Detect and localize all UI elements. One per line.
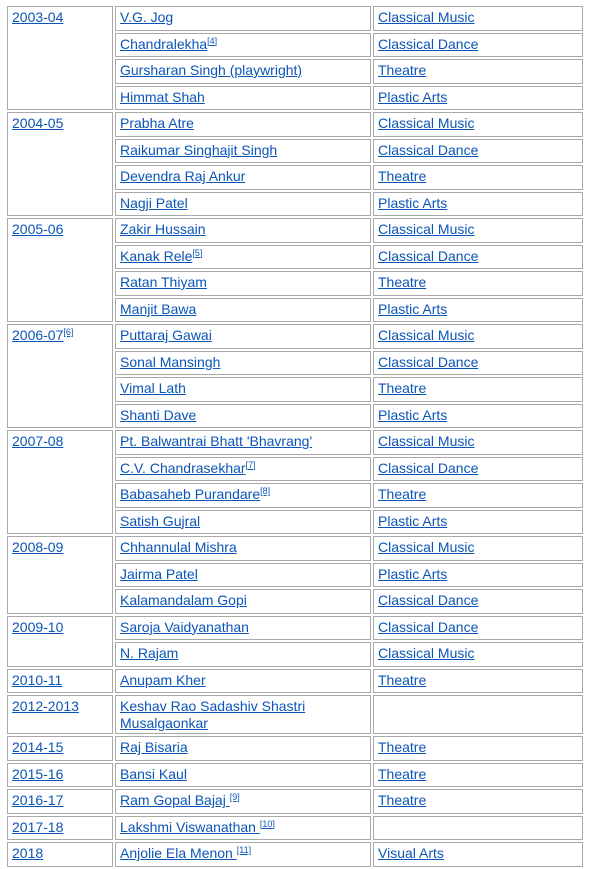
awardee-link[interactable]: Kalamandalam Gopi [120,592,247,608]
awardee-cell [115,789,371,814]
year-link[interactable]: 2007-08 [12,433,64,449]
awardee-cell [115,139,371,164]
year-link[interactable]: 2009-10 [12,618,64,635]
table-row [7,763,583,788]
field-link[interactable]: Classical Dance [378,459,479,476]
awardee-link[interactable]: Pt. Balwantrai Bhatt 'Bhavrang' [120,433,313,449]
field-link[interactable]: Plastic Arts [378,512,448,529]
field-link[interactable]: Theatre [378,380,427,396]
field-cell [373,695,583,734]
citation-ref[interactable] [63,327,73,337]
year-cell [7,616,113,667]
awardee-cell [115,736,371,761]
table-row [7,789,583,814]
awardee-link[interactable]: Chhannulal Mishra [120,539,237,555]
field-link[interactable]: Classical Music [378,115,475,131]
field-cell [373,6,583,31]
field-cell [373,563,583,588]
citation-link[interactable]: [10] [259,818,275,829]
table-row [7,736,583,761]
field-cell [373,351,583,376]
table-row [7,112,583,137]
year-cell [7,842,113,867]
awardee-link[interactable]: Shanti Dave [120,406,197,423]
citation-link[interactable]: [5] [192,247,203,258]
field-cell [373,139,583,164]
awardee-link[interactable]: Keshav Rao Sadashiv Shastri Musalgaonkar [120,698,306,731]
field-cell [373,377,583,402]
field-cell [373,218,583,243]
awardee-cell [115,616,371,641]
field-link[interactable]: Classical Dance [378,141,479,158]
table-row [7,816,583,841]
citation-ref[interactable] [192,248,202,258]
awardee-link[interactable]: Anupam Kher [120,671,206,688]
citation-ref[interactable] [230,792,240,802]
field-link[interactable]: Theatre [378,274,427,290]
awardee-link[interactable]: Raj Bisaria [120,739,188,755]
awardee-link[interactable]: Sonal Mansingh [120,353,221,370]
awardee-link[interactable]: Zakir Hussain [120,221,206,237]
citation-ref[interactable] [207,36,217,46]
field-cell [373,245,583,270]
year-link[interactable]: 2016-17 [12,792,64,808]
year-cell [7,669,113,694]
awardee-link[interactable]: C.V. Chandrasekhar [120,459,246,476]
citation-ref[interactable] [260,486,270,496]
awardee-cell [115,763,371,788]
year-link[interactable]: 2014-15 [12,739,64,755]
year-cell [7,695,113,734]
awardee-link[interactable]: Anjolie Ela Menon [120,845,237,861]
year-link[interactable]: 2008-09 [12,539,64,555]
field-link[interactable]: Classical Music [378,9,475,25]
citation-link[interactable]: [9] [229,792,240,802]
field-cell [373,816,583,841]
year-cell [7,736,113,761]
field-cell [373,536,583,561]
field-link[interactable]: Plastic Arts [378,88,448,105]
awardees-table [5,4,585,869]
field-link[interactable]: Classical Music [378,645,475,661]
awardee-cell [115,457,371,482]
citation-link[interactable]: [4] [207,35,218,46]
field-link[interactable]: Classical Dance [378,592,479,608]
awardee-cell [115,324,371,349]
year-link[interactable]: 2010-11 [12,671,63,688]
awardee-cell [115,218,371,243]
awardee-link[interactable]: Manjit Bawa [120,300,197,317]
year-cell [7,536,113,614]
awardee-link[interactable]: Devendra Raj Ankur [120,168,246,184]
awardee-link[interactable]: Lakshmi Viswanathan [120,818,260,835]
awardee-cell [115,86,371,111]
year-cell [7,6,113,110]
year-link[interactable]: 2012-2013 [12,698,79,714]
awardee-link[interactable]: Raikumar Singhajit Singh [120,141,278,158]
field-link[interactable]: Theatre [378,739,427,755]
year-cell [7,763,113,788]
awardee-link[interactable]: Saroja Vaidyanathan [120,618,249,635]
table-row [7,616,583,641]
citation-ref[interactable] [237,845,251,855]
awardee-link[interactable]: Babasaheb Purandare [120,486,261,502]
citation-link[interactable]: [6] [63,327,74,337]
citation-link[interactable]: [7] [245,459,256,470]
field-link[interactable]: Classical Dance [378,247,479,264]
field-link[interactable]: Plastic Arts [378,406,448,423]
awardee-link[interactable]: Ratan Thiyam [120,274,207,290]
year-cell [7,430,113,534]
field-cell [373,33,583,58]
table-row [7,695,583,734]
year-cell [7,789,113,814]
field-link[interactable]: Theatre [378,765,427,782]
awardee-cell [115,165,371,190]
awardee-cell [115,59,371,84]
awardee-cell [115,695,371,734]
awardee-cell [115,669,371,694]
citation-ref[interactable] [260,819,275,829]
awardee-cell [115,510,371,535]
field-link[interactable]: Theatre [378,168,427,184]
awardee-link[interactable]: Ram Gopal Bajaj [120,792,230,808]
awardee-link[interactable]: Prabha Atre [120,115,194,131]
awardee-cell [115,377,371,402]
citation-ref[interactable] [246,460,256,470]
field-cell [373,763,583,788]
awardee-cell [115,536,371,561]
field-link[interactable]: Classical Dance [378,618,479,635]
awardee-link[interactable]: Satish Gujral [120,512,201,529]
table-row [7,536,583,561]
field-cell [373,86,583,111]
year-link[interactable]: 2006-07 [12,327,64,343]
field-link[interactable]: Theatre [378,792,427,808]
field-cell [373,271,583,296]
field-link[interactable]: Plastic Arts [378,300,448,317]
awardee-cell [115,112,371,137]
field-link[interactable]: Classical Music [378,221,475,237]
awardee-link[interactable]: Kanak Rele [120,247,193,264]
table-row [7,669,583,694]
year-link[interactable]: 2018 [12,845,44,861]
table-row [7,6,583,31]
field-link[interactable]: Plastic Arts [378,565,448,582]
year-cell [7,816,113,841]
year-cell [7,218,113,322]
field-link[interactable]: Classical Dance [378,353,479,370]
field-cell [373,165,583,190]
awardee-link[interactable]: Bansi Kaul [120,765,187,782]
field-cell [373,457,583,482]
year-cell [7,324,113,428]
year-link[interactable]: 2017-18 [12,818,64,835]
year-link[interactable]: 2005-06 [12,221,64,237]
awardee-link[interactable]: Puttaraj Gawai [120,327,212,343]
awardee-cell [115,816,371,841]
field-cell [373,616,583,641]
awardee-cell [115,351,371,376]
citation-link[interactable]: [11] [236,845,252,855]
awardee-link[interactable]: Chandralekha [120,35,208,52]
field-cell [373,298,583,323]
field-cell [373,404,583,429]
awardee-cell [115,842,371,867]
field-cell [373,669,583,694]
field-link[interactable]: Theatre [378,486,427,502]
awardee-cell [115,430,371,455]
field-cell [373,789,583,814]
field-link[interactable]: Classical Music [378,327,475,343]
field-cell [373,430,583,455]
field-link[interactable]: Theatre [378,671,427,688]
awardee-cell [115,33,371,58]
table-row [7,430,583,455]
awardee-link[interactable]: Gursharan Singh (playwright) [120,62,303,78]
awardee-cell [115,192,371,217]
field-cell [373,483,583,508]
year-cell [7,112,113,216]
field-cell [373,589,583,614]
awardee-cell [115,6,371,31]
awardee-cell [115,404,371,429]
field-cell [373,112,583,137]
field-cell [373,59,583,84]
citation-link[interactable]: [8] [260,486,271,496]
field-cell [373,510,583,535]
awardee-cell [115,589,371,614]
awardee-link[interactable]: Nagji Patel [120,194,188,211]
field-cell [373,324,583,349]
awardee-link[interactable]: Jairma Patel [120,565,198,582]
field-link[interactable]: Classical Music [378,433,475,449]
field-cell [373,842,583,867]
awardee-cell [115,563,371,588]
awardee-cell [115,642,371,667]
field-link[interactable]: Classical Music [378,539,475,555]
field-link[interactable]: Plastic Arts [378,194,448,211]
field-link[interactable]: Classical Dance [378,35,479,52]
year-link[interactable]: 2003-04 [12,9,64,25]
awardee-cell [115,483,371,508]
awardee-link[interactable]: Himmat Shah [120,88,205,105]
field-cell [373,642,583,667]
awardee-cell [115,271,371,296]
awardee-cell [115,245,371,270]
table-row [7,218,583,243]
awardee-link[interactable]: Vimal Lath [120,380,186,396]
year-link[interactable]: 2004-05 [12,115,64,131]
awardee-cell [115,298,371,323]
awardee-link[interactable]: V.G. Jog [120,9,174,25]
awardee-link[interactable]: N. Rajam [120,645,179,661]
field-link[interactable]: Visual Arts [378,845,444,861]
field-cell [373,192,583,217]
field-link[interactable]: Theatre [378,62,427,78]
field-cell [373,736,583,761]
table-row [7,324,583,349]
table-row [7,842,583,867]
year-link[interactable]: 2015-16 [12,765,64,782]
